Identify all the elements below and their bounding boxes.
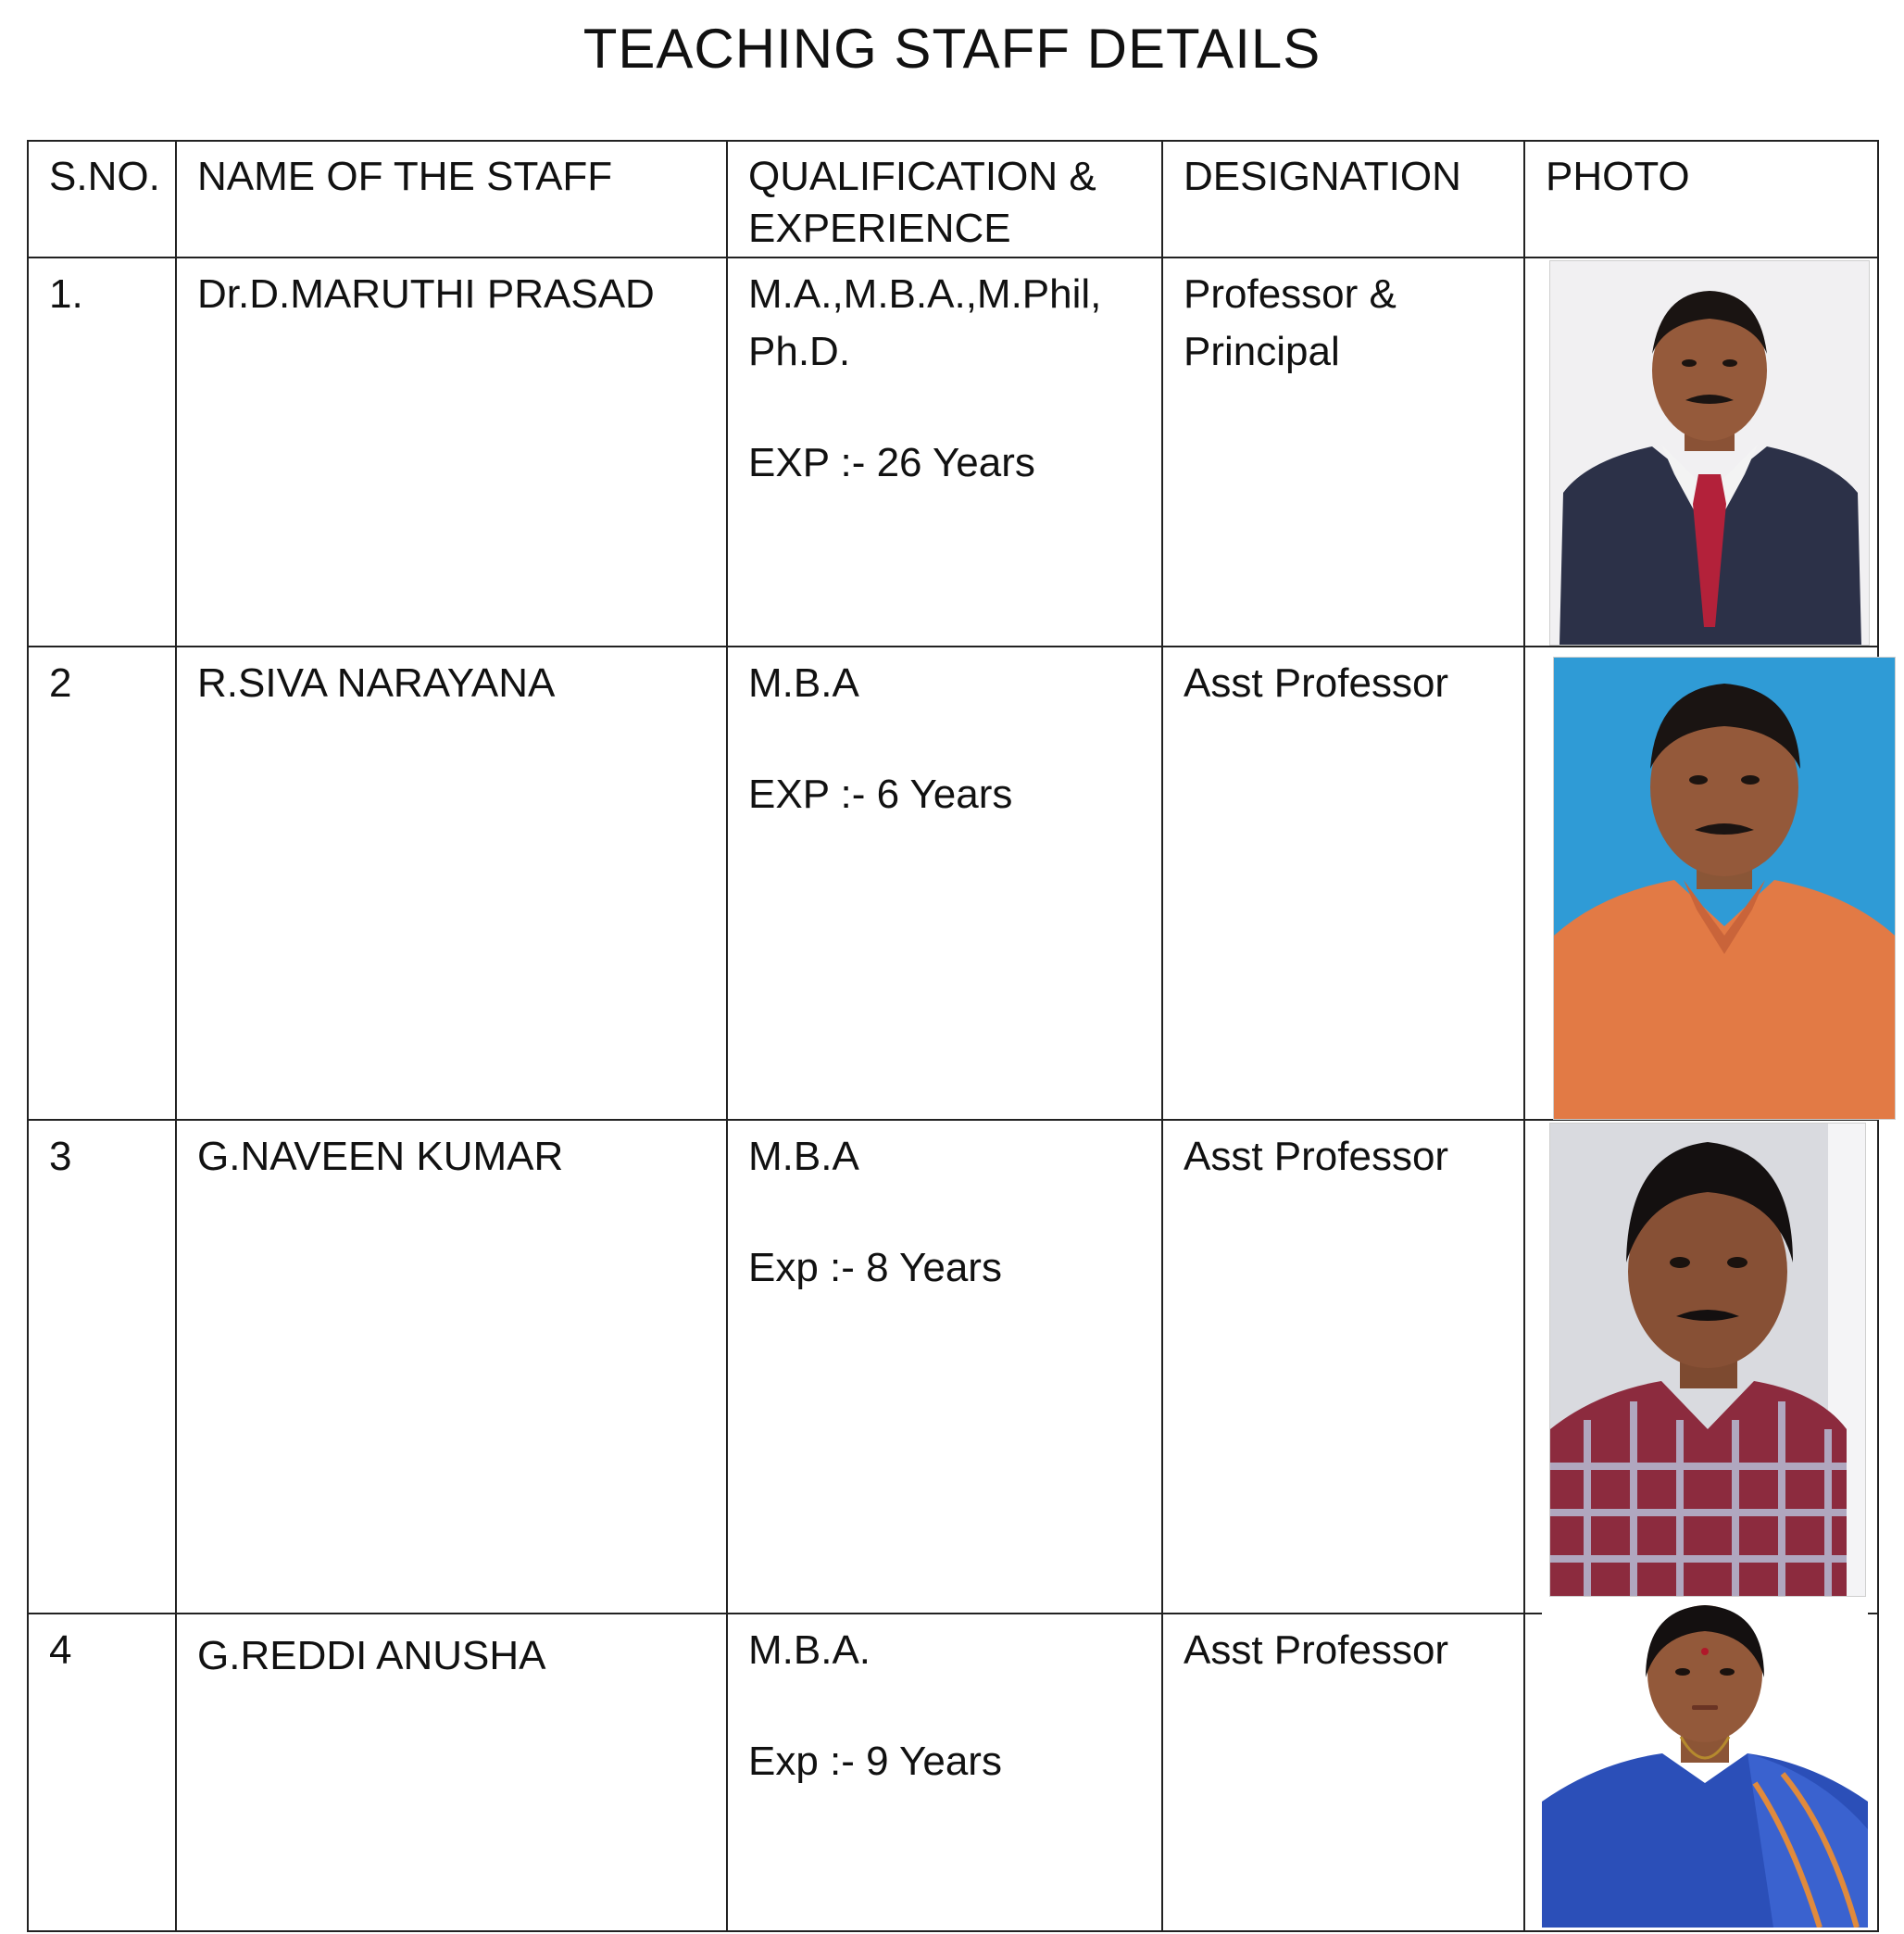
qualification-text: M.B.A [748,1134,859,1179]
experience-text: Exp :- 8 Years [748,1245,1002,1290]
sno-cell: 1. [49,271,83,317]
staff-name: R.SIVA NARAYANA [197,660,556,706]
qualification-cell [728,258,1161,492]
table-row [28,1614,1878,1931]
table-header-row [28,141,1878,257]
staff-name: Dr.D.MARUTHI PRASAD [197,271,655,317]
experience-text: EXP :- 6 Years [748,772,1013,817]
staff-photo [1542,1598,1868,1928]
staff-photo [1553,657,1896,1120]
sno-cell: 4 [49,1627,72,1673]
qualification-text: M.B.A. [748,1627,871,1673]
designation-text: Asst Professor [1184,660,1449,706]
staff-name: G.NAVEEN KUMAR [197,1134,564,1179]
header-qualification: QUALIFICATION & EXPERIENCE [727,141,1162,257]
header-photo: PHOTO [1524,141,1878,257]
experience-text: Exp :- 9 Years [748,1739,1002,1784]
table-row [28,1120,1878,1614]
qualification-cell [728,1614,1161,1790]
header-designation: DESIGNATION [1162,141,1524,257]
header-name: NAME OF THE STAFF [176,141,727,257]
header-sno: S.NO. [28,141,176,257]
staff-table [27,140,1879,1932]
designation-text: Asst Professor [1184,1134,1449,1179]
table-row [28,647,1878,1120]
designation-text: Asst Professor [1184,1627,1449,1673]
page-title: TEACHING STAFF DETAILS [582,18,1322,80]
staff-photo [1549,1123,1866,1597]
staff-photo [1549,260,1870,646]
qualification-text: M.A.,M.B.A.,M.Phil, Ph.D. [748,271,1102,374]
sno-cell: 3 [49,1134,72,1179]
qualification-cell [728,647,1161,823]
experience-text: EXP :- 26 Years [748,440,1035,485]
qualification-cell [728,1121,1161,1297]
table-row [28,257,1878,647]
staff-name: G.REDDI ANUSHA [197,1633,546,1678]
sno-cell: 2 [49,660,72,706]
qualification-text: M.B.A [748,660,859,706]
designation-text: Professor & Principal [1184,271,1397,374]
